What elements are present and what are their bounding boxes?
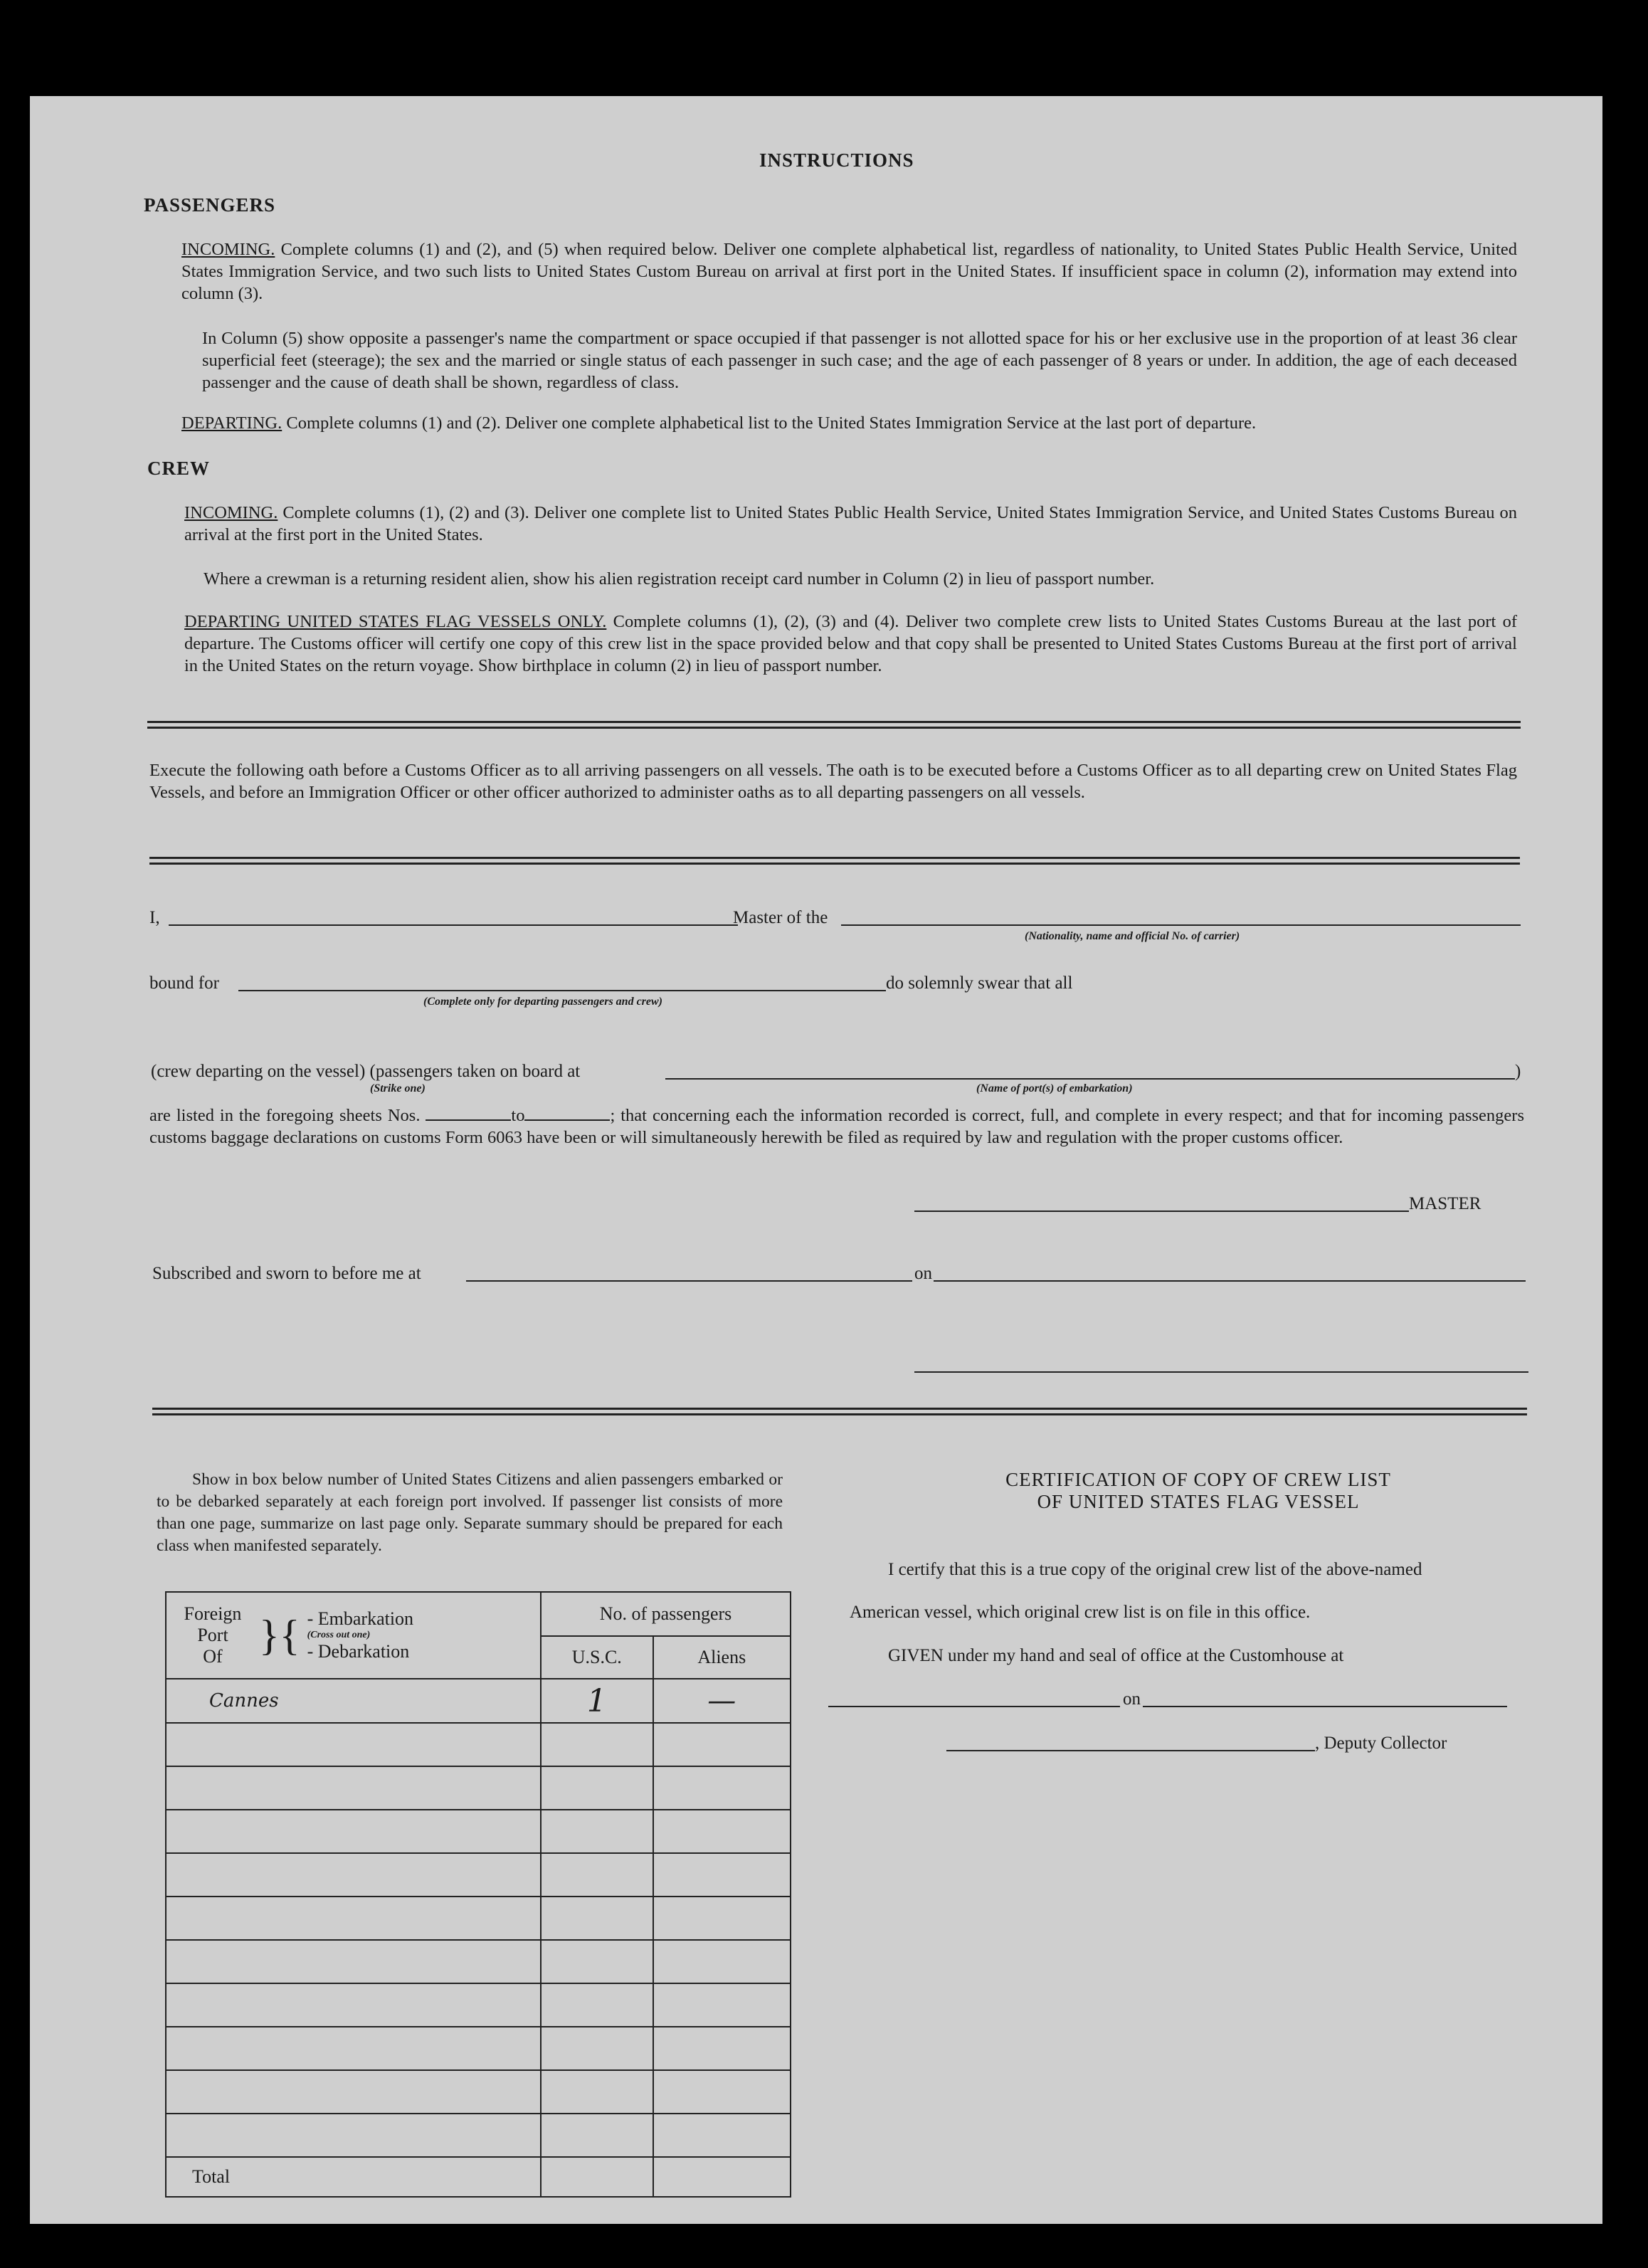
port-cell [166,1897,541,1940]
deputy-collector-label: , Deputy Collector [1315,1734,1447,1753]
aliens-cell [653,1897,791,1940]
ports-caption: (Name of port(s) of embarkation) [976,1082,1133,1095]
listed-paragraph [149,1104,1524,1149]
aliens-header: Aliens [653,1636,791,1679]
sheet-from-line [426,1104,511,1121]
total-label: Total [166,2157,541,2197]
usc-cell [541,1853,653,1897]
usc-cell: 1 [541,1679,653,1723]
table-row [166,1983,791,2027]
summary-instructions: Show in box below number of United States Citizens and alien passengers embarked or to be debarked separately at each foreign port involved. If passenger list consists of more than one page, summarize on last page only. Separate summary should be prepared for each class when manifested separately. [157,1470,783,1555]
table-row [166,1723,791,1766]
embarkation-label: - Embarkation [307,1608,414,1629]
crew-incoming-label: INCOMING. [184,503,278,522]
listed-rest: ; that concerning each the information recorded is correct, full, and complete in every respect; and that for incoming passengers customs baggage declarations on customs Form 6063 have been or will simultaneously herewith be filed as required by law and regulation with the proper customs officer. [149,1106,1525,1147]
document-page [30,96,1602,2224]
subscribed-label: Subscribed and sworn to before me at [152,1264,421,1283]
master-of-the-label: Master of the [733,908,828,927]
deputy-signature-line [946,1750,1315,1751]
usc-cell [541,1810,653,1853]
usc-cell [541,2114,653,2157]
total-aliens-cell [653,2157,791,2197]
usc-header: U.S.C. [541,1636,653,1679]
sworn-place-line [466,1280,912,1282]
port-cell: Cannes [166,1679,541,1723]
usc-cell [541,2070,653,2114]
master-name-line [169,924,738,926]
nationality-caption: (Nationality, name and official No. of carrier) [1025,930,1240,942]
port-cell [166,1766,541,1810]
passengers-column5-paragraph: In Column (5) show opposite a passenger's name the compartment or space occupied if that passenger is not allotted space for his or her exclusive use in the proportion of at least 36 clear superficial feet (steerage); the sex and the married or single status of each passenger in such case; and the age of each passenger of 8 years or under. In addition, the age of each deceased passenger and the cause of death shall be shown, regardless of class. [202,329,1517,392]
table-row [166,2114,791,2157]
customhouse-line [828,1706,1120,1707]
passengers-incoming-text: Complete columns (1) and (2), and (5) when required below. Deliver one complete alphabetical list, regardless of nationality, to United States Public Health Service, United States Immigration Service, and two such lists to United States Custom Bureau on arrival at first port in the United States. If insufficient space in column (2), information may extend into column (3). [181,240,1518,303]
crew-incoming-paragraph [184,502,1517,546]
port-cell [166,1853,541,1897]
passengers-departing-label: DEPARTING. [181,413,282,433]
master-label: MASTER [1409,1194,1481,1213]
passenger-summary-table [165,1591,791,2198]
close-paren: ) [1515,1062,1521,1081]
usc-cell [541,2027,653,2070]
port-cell [166,1983,541,2027]
certify-line-2: American vessel, which original crew list is on file in this office. [850,1603,1311,1622]
aliens-cell [653,1810,791,1853]
passengers-incoming-paragraph [181,238,1517,305]
sworn-on-label: on [914,1264,932,1283]
certification-title-2: OF UNITED STATES FLAG VESSEL [1037,1491,1360,1512]
usc-cell [541,1897,653,1940]
certify-line-1: I certify that this is a true copy of the original crew list of the above-named [888,1560,1422,1579]
usc-cell [541,1723,653,1766]
strike-one-caption: (Strike one) [370,1082,426,1095]
aliens-cell [653,2070,791,2114]
port-cell [166,1723,541,1766]
sheet-to-line [524,1104,610,1121]
bound-for-label: bound for [149,974,219,993]
given-line: GIVEN under my hand and seal of office at the Customhouse at [888,1646,1344,1665]
listed-prefix: are listed in the foregoing sheets Nos. [149,1106,421,1125]
port-cell [166,1940,541,1983]
oath-i-label: I, [149,908,160,927]
certification-title-1: CERTIFICATION OF COPY OF CREW LIST [1005,1469,1391,1490]
crew-incoming-text: Complete columns (1), (2) and (3). Deliver one complete list to United States Public Health Service, United States Immigration Service, and United States Customs Bureau on arrival at the first port in the United States. [184,503,1518,544]
table-row [166,1679,791,1723]
bound-for-line [238,990,886,991]
carrier-line [841,924,1521,926]
aliens-cell [653,1723,791,1766]
aliens-cell [653,1940,791,1983]
passengers-heading: PASSENGERS [144,194,276,216]
table-row [166,1766,791,1810]
port-cell [166,2027,541,2070]
certification-on-label: on [1123,1689,1141,1709]
crew-resident-paragraph: Where a crewman is a returning resident alien, show his alien registration receipt card number in Column (2) in lieu of passport number. [204,569,1155,589]
section-divider [149,857,1520,865]
table-row [166,2070,791,2114]
sworn-date-line [934,1280,1526,1282]
master-signature-line [914,1211,1409,1212]
ports-line [665,1078,1515,1080]
crew-heading: CREW [147,458,211,479]
foreign-label: Foreign [184,1603,242,1624]
port-cell [166,2114,541,2157]
usc-cell [541,1983,653,2027]
aliens-cell [653,1766,791,1810]
aliens-cell [653,1853,791,1897]
aliens-cell [653,2114,791,2157]
passengers-incoming-label: INCOMING. [181,240,275,259]
passengers-departing-text: Complete columns (1) and (2). Deliver one complete alphabetical list to the United States Immigration Service at the last port of departure. [286,413,1257,433]
port-label: Port [197,1625,228,1645]
aliens-cell: — [653,1679,791,1723]
brace-icon: }{ [259,1612,300,1659]
table-row [166,1940,791,1983]
crew-departing-text: (crew departing on the vessel) (passengers taken on board at [151,1062,581,1081]
oath-intro: Execute the following oath before a Customs Officer as to all arriving passengers on all vessels. The oath is to be executed before a Customs Officer as to all departing crew on United States Flag Vessels, and before an Immigration Officer or other officer authorized to administer oaths as to all departing passengers on all vessels. [149,761,1517,802]
to-label: to [511,1106,525,1125]
complete-only-caption: (Complete only for departing passengers and crew) [423,996,662,1008]
crew-flag-paragraph [184,611,1517,677]
port-cell [166,2070,541,2114]
usc-cell [541,1766,653,1810]
table-row [166,1897,791,1940]
certification-date-line [1143,1706,1507,1707]
crew-flag-text: Complete columns (1), (2), (3) and (4). Deliver two complete crew lists to United States Customs Bureau at the last port of departure. The Customs officer will certify one copy of this crew list in the space provided below and that copy shall be presented to United States Customs Bureau at the first port of arrival in the United States on the return voyage. Show birthplace in column (2) in lieu of passport number. [184,612,1517,675]
no-of-passengers-header: No. of passengers [541,1592,791,1636]
solemnly-swear-text: do solemnly swear that all [886,974,1073,993]
section-divider [152,1408,1527,1415]
officer-signature-line [914,1371,1528,1373]
table-row [166,1810,791,1853]
page-title: INSTRUCTIONS [759,149,914,171]
passengers-departing-paragraph [181,412,1517,434]
debarkation-label: - Debarkation [307,1641,410,1662]
table-row [166,1853,791,1897]
port-cell [166,1810,541,1853]
usc-cell [541,1940,653,1983]
crew-flag-label: DEPARTING UNITED STATES FLAG VESSELS ONLY. [184,612,607,631]
total-usc-cell [541,2157,653,2197]
table-row [166,2027,791,2070]
section-divider [147,721,1521,729]
aliens-cell [653,1983,791,2027]
foreign-port-header [166,1592,541,1679]
aliens-cell [653,2027,791,2070]
cross-out-caption: (Cross out one) [307,1630,371,1640]
of-label: Of [203,1646,223,1667]
